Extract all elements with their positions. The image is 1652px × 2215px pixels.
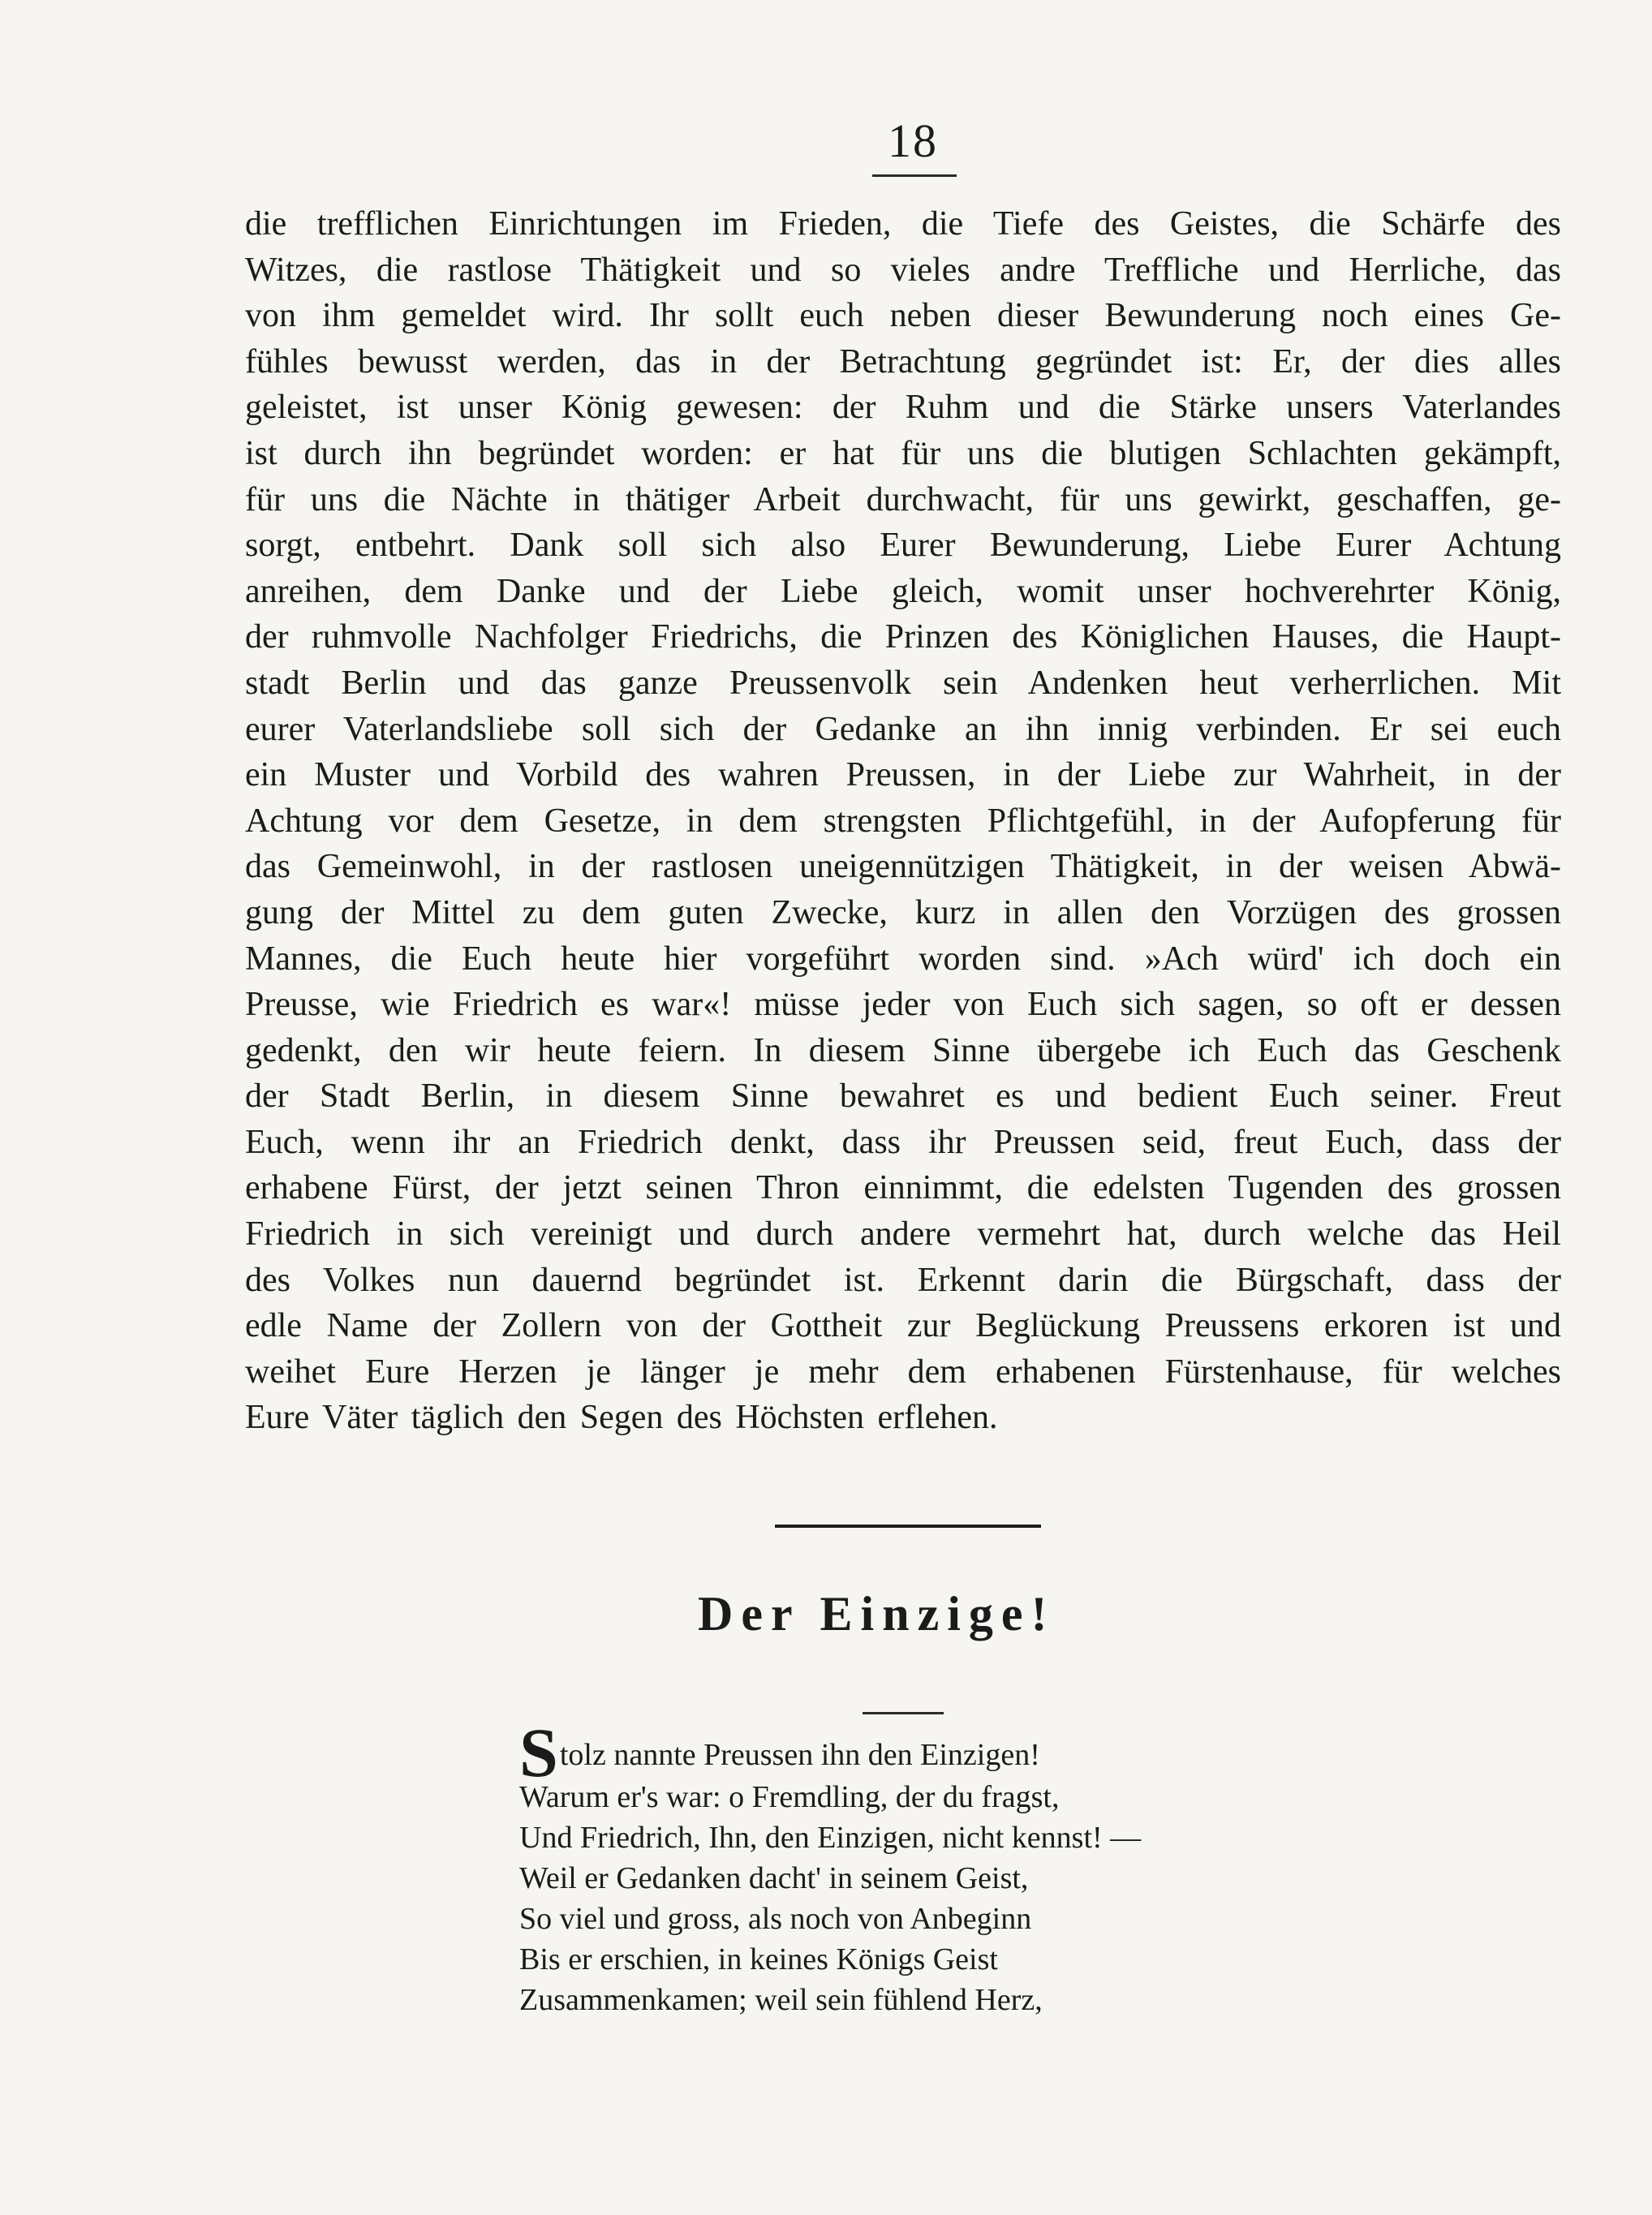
prose-line: eurer Vaterlandsliebe soll sich der Gedanke an ihn innig verbinden. Er sei euch xyxy=(245,710,1561,748)
prose-line: gung der Mittel zu dem guten Zwecke, kurz in allen den Vorzügen des grossen xyxy=(245,893,1561,931)
prose-line: die trefflichen Einrichtungen im Frieden, die Tiefe des Geistes, die Schärfe des xyxy=(245,205,1561,243)
prose-line: für uns die Nächte in thätiger Arbeit durchwacht, für uns gewirkt, geschaffen, ge- xyxy=(245,480,1561,518)
poem-title: Der Einzige! xyxy=(698,1587,1056,1641)
poem-line: Warum er's war: o Fremdling, der du fragst, xyxy=(519,1780,1060,1814)
poem-first-line-text: tolz nannte Preussen ihn den Einzigen! xyxy=(559,1738,1040,1772)
page-number-underline xyxy=(872,174,957,177)
drop-cap: S xyxy=(519,1714,558,1791)
prose-line: Mannes, die Euch heute hier vorgeführt worden sind. »Ach würd' ich doch ein xyxy=(245,940,1561,978)
prose-line: Witzes, die rastlose Thätigkeit und so vieles andre Treffliche und Herrliche, das xyxy=(245,251,1561,289)
prose-block xyxy=(245,201,1561,1441)
poem-line xyxy=(519,1714,1331,1791)
prose-line: erhabene Fürst, der jetzt seinen Thron einnimmt, die edelsten Tugenden des grossen xyxy=(245,1169,1561,1207)
poem-line: So viel und gross, als noch von Anbeginn xyxy=(519,1902,1032,1936)
prose-line: fühles bewusst werden, das in der Betrachtung gegründet ist: Er, der dies alles xyxy=(245,342,1561,381)
prose-line: von ihm gemeldet wird. Ihr sollt euch neben dieser Bewunderung noch eines Ge- xyxy=(245,297,1561,335)
poem-line: Zusammenkamen; weil sein fühlend Herz, xyxy=(519,1983,1043,2017)
prose-line: Achtung vor dem Gesetze, in dem strengsten Pflichtgefühl, in der Aufopferung für xyxy=(245,802,1561,840)
section-divider xyxy=(775,1525,1041,1528)
poem-line: Und Friedrich, Ihn, den Einzigen, nicht kennst! — xyxy=(519,1821,1142,1855)
poem-block xyxy=(519,1714,1331,2020)
prose-line: Preusse, wie Friedrich es war«! müsse jeder von Euch sich sagen, so oft er dessen xyxy=(245,986,1561,1024)
prose-line: ein Muster und Vorbild des wahren Preussen, in der Liebe zur Wahrheit, in der xyxy=(245,756,1561,794)
prose-line: weihet Eure Herzen je länger je mehr dem erhabenen Fürstenhause, für welches xyxy=(245,1353,1561,1391)
prose-line: edle Name der Zollern von der Gottheit zur Beglückung Preussens erkoren ist und xyxy=(245,1307,1561,1345)
prose-line: stadt Berlin und das ganze Preussenvolk sein Andenken heut verherrlichen. Mit xyxy=(245,664,1561,702)
prose-line: der ruhmvolle Nachfolger Friedrichs, die Prinzen des Königlichen Hauses, die Haupt- xyxy=(245,618,1561,656)
poem-title-rule xyxy=(863,1712,944,1714)
prose-line: gedenkt, den wir heute feiern. In diesem Sinne übergebe ich Euch das Geschenk xyxy=(245,1031,1561,1069)
prose-line: der Stadt Berlin, in diesem Sinne bewahret es und bedient Euch seiner. Freut xyxy=(245,1077,1561,1116)
poem-line: Weil er Gedanken dacht' in seinem Geist, xyxy=(519,1861,1029,1895)
prose-line: anreihen, dem Danke und der Liebe gleich, womit unser hochverehrter König, xyxy=(245,572,1561,610)
page-number: 18 xyxy=(888,114,938,167)
prose-line: Eure Väter täglich den Segen des Höchsten erflehen. xyxy=(245,1399,998,1437)
prose-line: geleistet, ist unser König gewesen: der Ruhm und die Stärke unsers Vaterlandes xyxy=(245,389,1561,427)
prose-line: das Gemeinwohl, in der rastlosen uneigennützigen Thätigkeit, in der weisen Abwä- xyxy=(245,848,1561,886)
prose-line: ist durch ihn begründet worden: er hat für uns die blutigen Schlachten gekämpft, xyxy=(245,434,1561,472)
poem-line: Bis er erschien, in keines Königs Geist xyxy=(519,1942,998,1976)
prose-line: sorgt, entbehrt. Dank soll sich also Eurer Bewunderung, Liebe Eurer Achtung xyxy=(245,527,1561,565)
prose-line: Friedrich in sich vereinigt und durch andere vermehrt hat, durch welche das Heil xyxy=(245,1215,1561,1254)
prose-line: Euch, wenn ihr an Friedrich denkt, dass ihr Preussen seid, freut Euch, dass der xyxy=(245,1123,1561,1161)
prose-line: des Volkes nun dauernd begründet ist. Erkennt darin die Bürgschaft, dass der xyxy=(245,1261,1561,1299)
